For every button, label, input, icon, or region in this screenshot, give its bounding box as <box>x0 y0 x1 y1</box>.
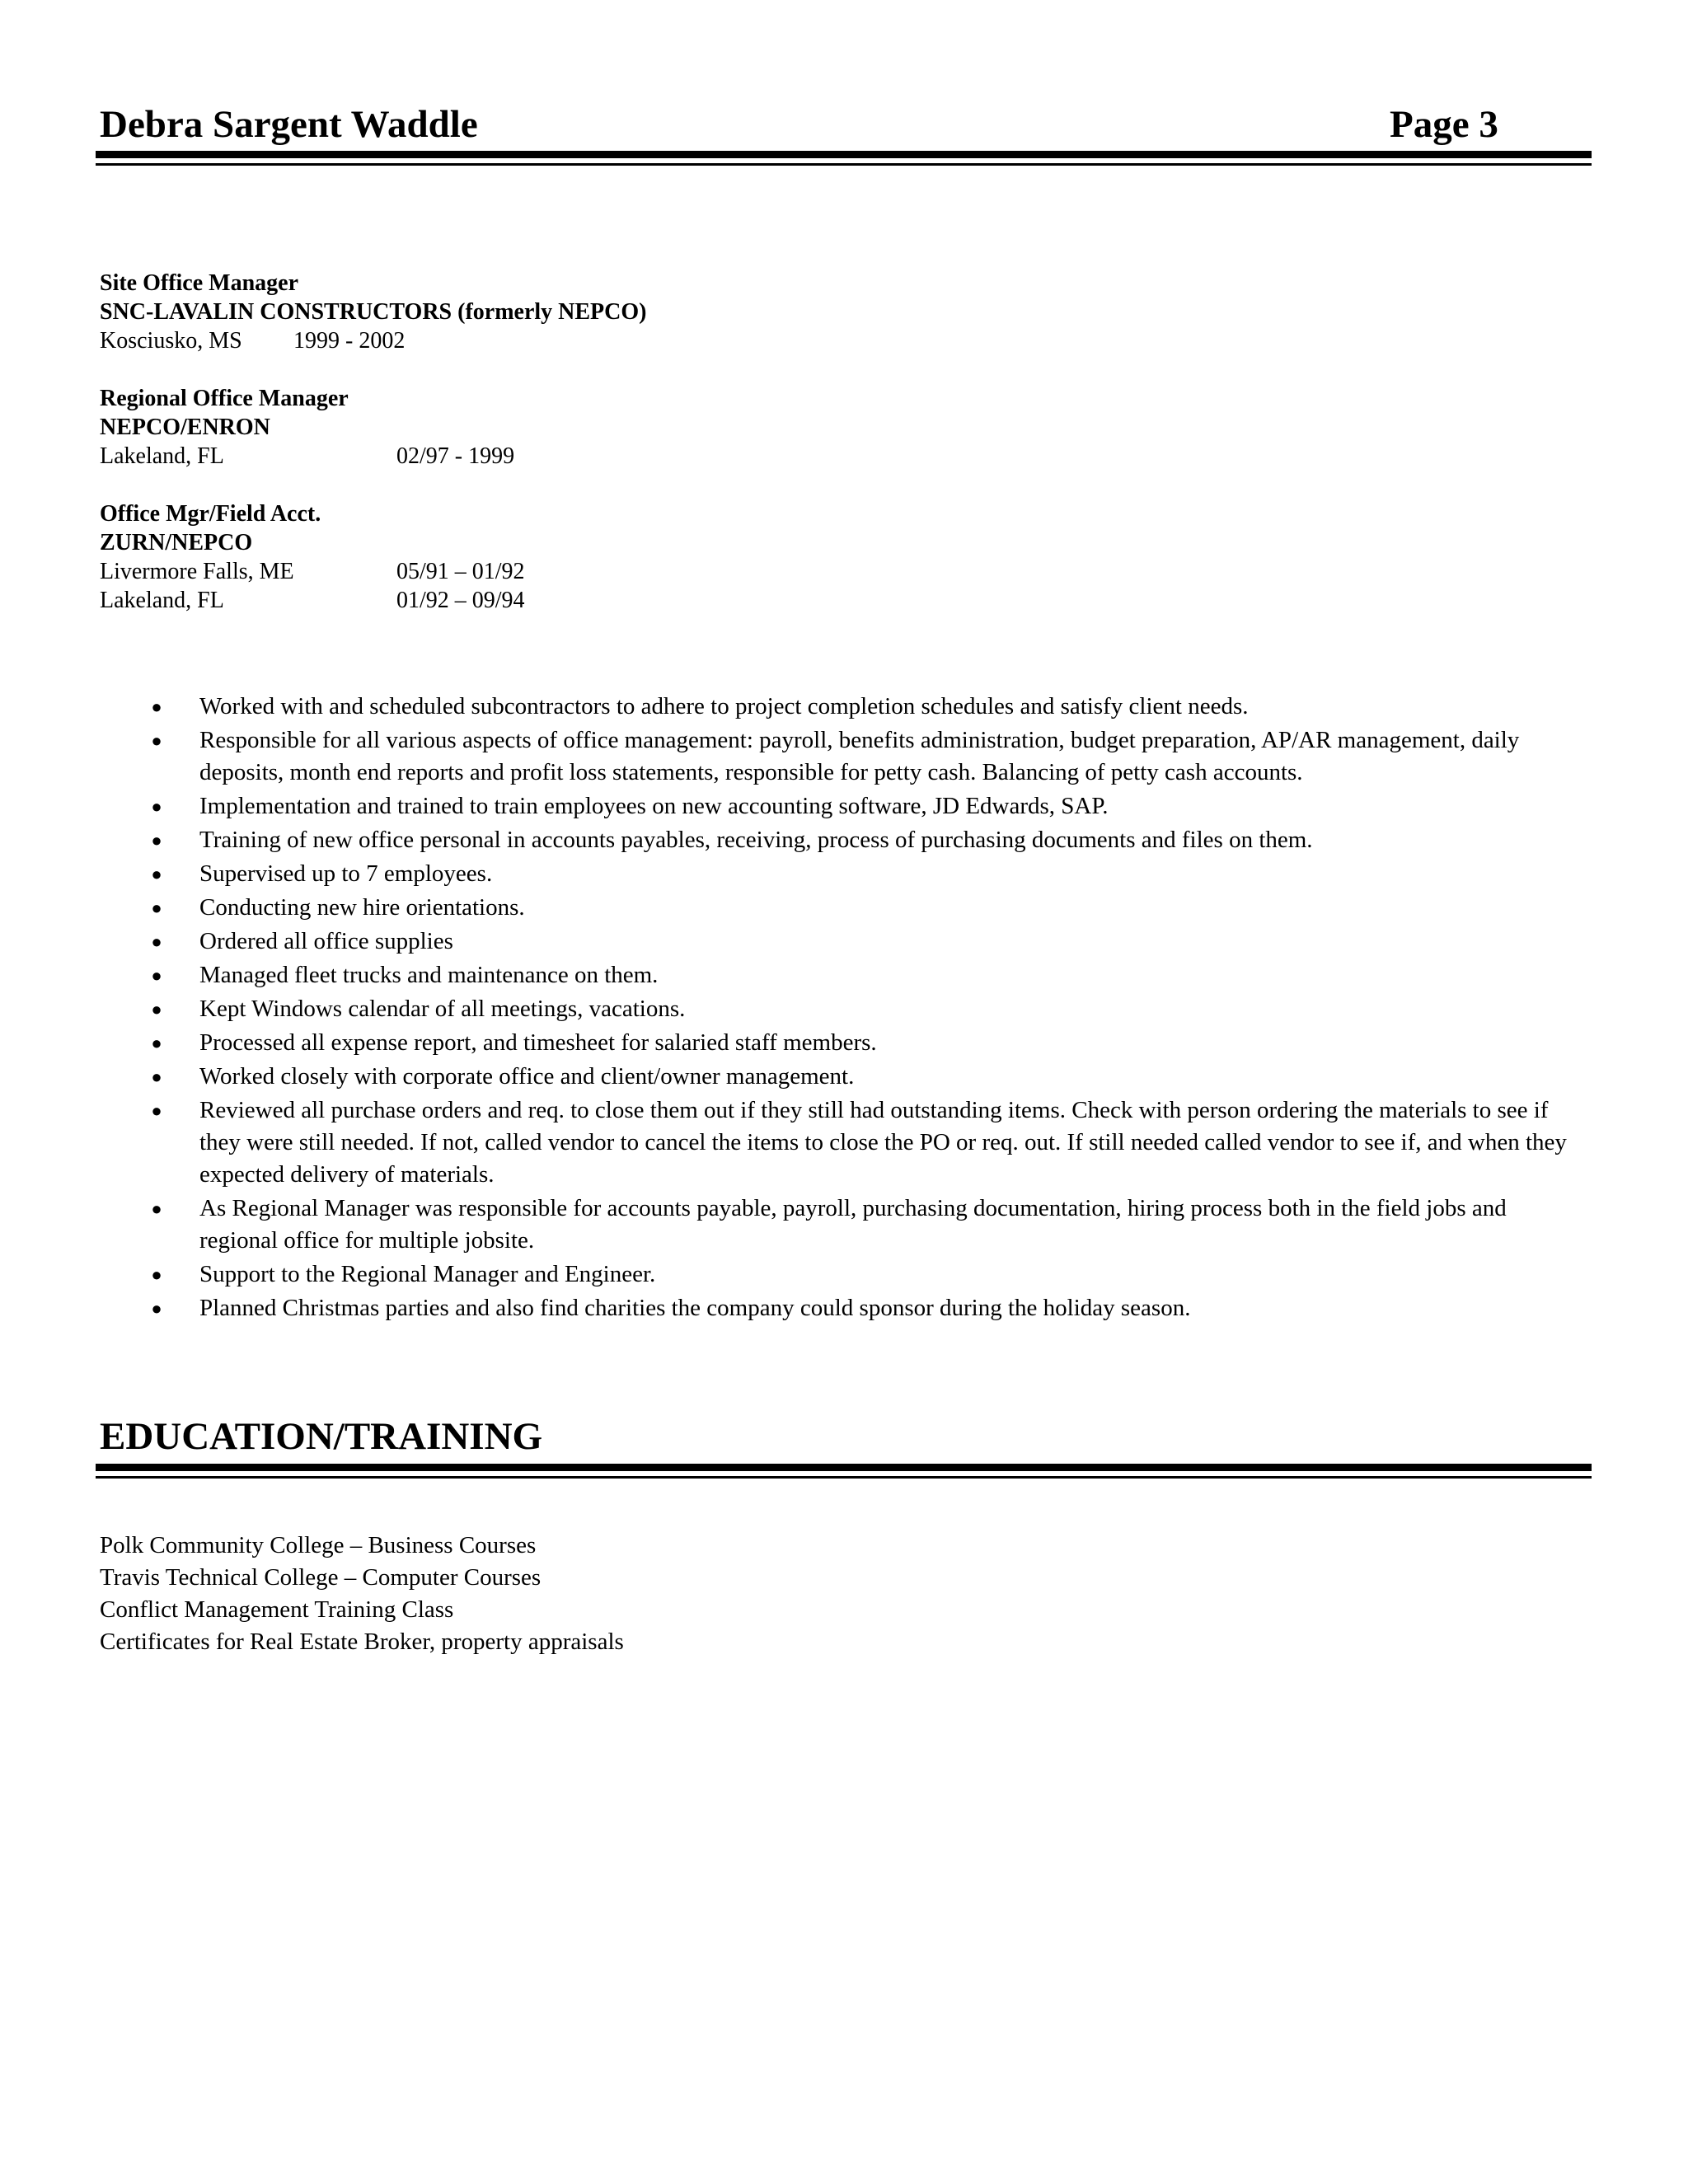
header-rule-thin <box>96 163 1592 166</box>
education-rule-thick <box>96 1464 1592 1471</box>
list-item <box>148 1094 1582 1191</box>
job-location: Lakeland, FL <box>100 588 224 613</box>
list-item <box>148 1193 1582 1257</box>
job-dates: 05/91 – 01/92 <box>396 559 525 584</box>
job-title: Office Mgr/Field Acct. <box>100 501 321 527</box>
education-list <box>100 1530 624 1658</box>
duty-text: Implementation and trained to train employees on new accounting software, JD Edwards, SAP. <box>199 793 1109 819</box>
page-number: Page 3 <box>1390 103 1498 146</box>
list-item <box>148 926 1582 958</box>
list-item <box>148 1061 1582 1093</box>
job-dates: 02/97 - 1999 <box>396 443 515 469</box>
list-item <box>148 993 1582 1025</box>
job-dates: 01/92 – 09/94 <box>396 588 525 613</box>
duty-text: Supervised up to 7 employees. <box>199 860 493 887</box>
list-item <box>148 959 1582 991</box>
duty-text: Worked closely with corporate office and client/owner management. <box>199 1063 855 1090</box>
bullet-icon: ● <box>151 1100 162 1121</box>
bullet-icon: ● <box>151 965 162 986</box>
duty-text: Support to the Regional Manager and Engineer. <box>199 1261 656 1287</box>
duty-text: Reviewed all purchase orders and req. to close them out if they still had outstanding items. Check with person ordering the materials to see if they were still needed. If not, called vendor to cancel the items to close the PO or req. out. If still needed called vendor to see if, and when they expected delivery of materials. <box>199 1097 1567 1188</box>
bullet-icon: ● <box>151 999 162 1019</box>
list-item <box>148 824 1582 856</box>
education-rule-thin <box>96 1476 1592 1479</box>
duty-text: Ordered all office supplies <box>199 928 453 954</box>
list-item <box>148 724 1582 789</box>
job-title: Regional Office Manager <box>100 386 349 411</box>
job-company: NEPCO/ENRON <box>100 415 270 440</box>
job-title: Site Office Manager <box>100 270 299 296</box>
list-item <box>148 858 1582 890</box>
job-entry <box>100 499 924 615</box>
job-location: Lakeland, FL <box>100 443 224 469</box>
duty-text: As Regional Manager was responsible for accounts payable, payroll, purchasing documentation, hiring process both in the field jobs and regional office for multiple jobsite. <box>199 1195 1507 1254</box>
bullet-icon: ● <box>151 1198 162 1219</box>
duty-text: Planned Christmas parties and also find charities the company could sponsor during the holiday season. <box>199 1295 1191 1321</box>
job-location-row <box>100 586 924 615</box>
bullet-icon: ● <box>151 796 162 817</box>
job-company: ZURN/NEPCO <box>100 530 253 555</box>
duty-text: Worked with and scheduled subcontractors to adhere to project completion schedules and satisfy client needs. <box>199 693 1249 719</box>
job-entry <box>100 269 924 355</box>
duties-list <box>148 691 1582 1326</box>
education-heading: EDUCATION/TRAINING <box>100 1415 543 1458</box>
bullet-icon: ● <box>151 1264 162 1285</box>
duty-text: Kept Windows calendar of all meetings, vacations. <box>199 996 686 1022</box>
list-item <box>148 892 1582 924</box>
job-location: Kosciusko, MS <box>100 328 242 354</box>
duty-text: Managed fleet trucks and maintenance on them. <box>199 962 659 988</box>
job-dates: 1999 - 2002 <box>293 328 406 354</box>
list-item <box>148 691 1582 723</box>
bullet-icon: ● <box>151 864 162 884</box>
job-location-row <box>100 557 924 586</box>
duty-text: Processed all expense report, and timesheet for salaried staff members. <box>199 1029 877 1056</box>
list-item <box>148 1027 1582 1059</box>
job-location-row <box>100 326 924 355</box>
education-item: Polk Community College – Business Courses <box>100 1532 537 1558</box>
duty-text: Conducting new hire orientations. <box>199 894 525 921</box>
duty-text: Training of new office personal in accounts payables, receiving, process of purchasing documents and files on them. <box>199 827 1313 853</box>
bullet-icon: ● <box>151 931 162 952</box>
education-item: Conflict Management Training Class <box>100 1596 454 1623</box>
education-item: Travis Technical College – Computer Courses <box>100 1564 542 1591</box>
header-name: Debra Sargent Waddle <box>100 103 478 146</box>
job-location: Livermore Falls, ME <box>100 559 294 584</box>
job-location-row <box>100 442 924 471</box>
bullet-icon: ● <box>151 730 162 751</box>
duty-text: Responsible for all various aspects of office management: payroll, benefits administration, budget preparation, AP/AR management, daily deposits, month end reports and profit loss statements, responsible for petty cash. Balancing of petty cash accounts. <box>199 727 1520 785</box>
job-company: SNC-LAVALIN CONSTRUCTORS (formerly NEPCO) <box>100 299 647 325</box>
job-entry <box>100 384 924 471</box>
jobs-section <box>100 269 924 644</box>
bullet-icon: ● <box>151 696 162 717</box>
bullet-icon: ● <box>151 898 162 918</box>
bullet-icon: ● <box>151 830 162 851</box>
list-item <box>148 1292 1582 1324</box>
bullet-icon: ● <box>151 1066 162 1087</box>
bullet-icon: ● <box>151 1033 162 1053</box>
bullet-icon: ● <box>151 1298 162 1319</box>
list-item <box>148 1258 1582 1291</box>
header-rule-thick <box>96 151 1592 158</box>
education-item: Certificates for Real Estate Broker, property appraisals <box>100 1629 624 1655</box>
list-item <box>148 790 1582 823</box>
